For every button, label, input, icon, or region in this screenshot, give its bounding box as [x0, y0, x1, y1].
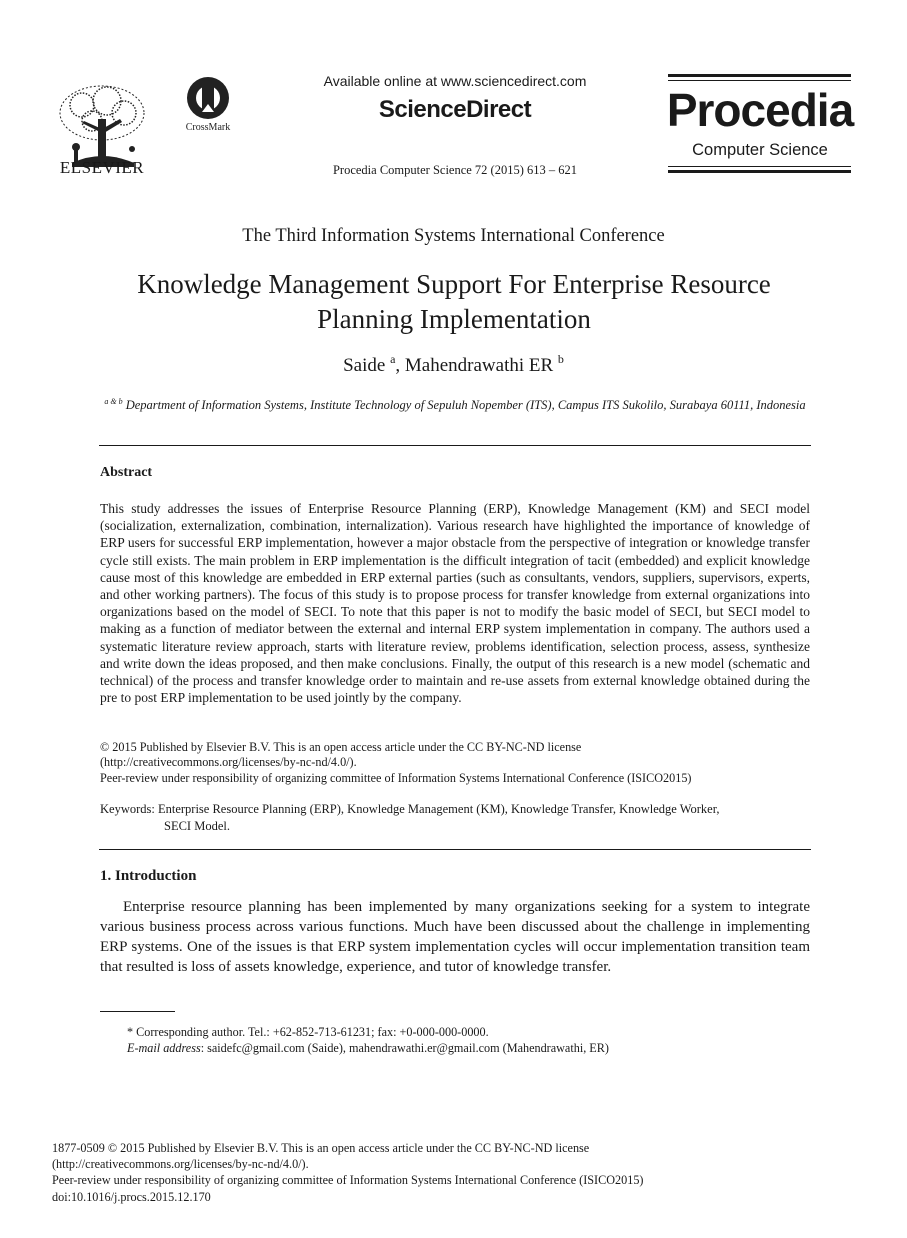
email-label: E-mail address [127, 1041, 201, 1055]
email-addresses[interactable]: : saidefc@gmail.com (Saide), mahendrawathi.er@gmail.com (Mahendrawathi, ER) [200, 1041, 609, 1055]
issn-copyright-line: 1877-0509 © 2015 Published by Elsevier B.V. This is an open access article under the CC BY-NC-ND license [52, 1141, 590, 1155]
keywords [100, 801, 810, 835]
copyright-notice [100, 740, 810, 786]
conference-name: The Third Information Systems International Conference [242, 226, 665, 246]
author-list [0, 352, 907, 377]
affiliation-mark: a & b [104, 397, 123, 406]
paper-title: Knowledge Management Support For Enterprise Resource Planning Implementation [137, 269, 771, 334]
procedia-logo: Procedia [666, 84, 854, 136]
procedia-rule [668, 166, 851, 167]
license-link[interactable]: (http://creativecommons.org/licenses/by-nc-nd/4.0/). [100, 755, 357, 770]
author-name: Saide [343, 355, 386, 376]
corresponding-author-note: * Corresponding author. Tel.: +62-852-713-61231; fax: +0-000-000-0000. [127, 1025, 489, 1039]
available-online-text[interactable]: Available online at www.sciencedirect.com [323, 73, 587, 89]
crossmark-icon[interactable] [180, 74, 236, 134]
abstract-heading: Abstract [100, 465, 153, 480]
footnote-rule [100, 1011, 175, 1012]
affiliation [100, 393, 810, 414]
section-heading: 1. Introduction [100, 868, 197, 884]
author-affil-mark: b [557, 352, 564, 366]
copyright-line: © 2015 Published by Elsevier B.V. This is an open access article under the CC BY-NC-ND license [100, 740, 582, 754]
peer-review-line: Peer-review under responsibility of organizing committee of Information Systems International Conference (ISICO2015) [100, 770, 692, 785]
author-name: Mahendrawathi ER [404, 355, 554, 376]
procedia-rule [668, 170, 851, 173]
procedia-rule [668, 80, 851, 81]
introduction-body: Enterprise resource planning has been implemented by many organizations seeking for a system to integrate various business process across various functions. Much have been discussed about the challenge in implementing ERP systems. One of the issues is that ERP system implementation cycles will occur implementation transition team that resulted is loss of assets knowledge, experience, and tutor of knowledge transfer. [100, 899, 810, 975]
section-divider [99, 849, 811, 850]
author-affil-mark: a [390, 352, 396, 366]
keywords-line: Keywords: Enterprise Resource Planning (ERP), Knowledge Management (KM), Knowledge Transfer, Knowledge Worker, [100, 802, 720, 816]
author-separator: , [395, 355, 405, 376]
peer-review-line: Peer-review under responsibility of organizing committee of Information Systems International Conference (ISICO2015) [52, 1173, 644, 1188]
affiliation-text: Department of Information Systems, Institute Technology of Sepuluh Nopember (ITS), Campus ITS Sukolilo, Surabaya 60111, Indonesia [125, 398, 806, 412]
license-link[interactable]: (http://creativecommons.org/licenses/by-nc-nd/4.0/). [52, 1157, 309, 1172]
procedia-rule [668, 74, 851, 77]
elsevier-label: ELSEVIER [59, 158, 145, 177]
keywords-line: SECI Model. [164, 819, 230, 833]
doi[interactable]: doi:10.1016/j.procs.2015.12.170 [52, 1189, 211, 1204]
section-divider [99, 445, 811, 446]
procedia-subtitle: Computer Science [692, 141, 828, 159]
journal-reference: Procedia Computer Science 72 (2015) 613 – 621 [332, 163, 578, 177]
abstract-body: This study addresses the issues of Enterprise Resource Planning (ERP), Knowledge Management (KM) and SECI model (socialization, externalization, combination, internalization). Various research have highlighted the importance of knowledge of ERP users for successful ERP implementation, however a major obstacle from the perspective of integration or knowledge transfer cycle still exists. The main problem in ERP implementation is the difficult integration of tacit (embedded) and explicit knowledge cause most of this knowledge are embedded in ERP external parties (such as consultants, vendors, suppliers, supervisors, experts, and other working partners). The focus of this study is to propose process for transfer knowledge from external organizations into organizations based on the model of SECI. To note that this paper is not to modify the basic model of SECI, but SECI model to making as a function of mediator between the external and internal ERP system implementation in company. The authors used a systematic literature review approach, starts with literature review, problems identification, selection process, assess, synthesize and write down the ideas proposed, and then make conclusions. Finally, the output of this research is a new model (schematic and technical) of the process and transfer knowledge order to maintain and re-use assets from external knowledge obtained during the pre to post ERP implementation to be used jointly by the company. [100, 501, 810, 706]
sciencedirect-logo: ScienceDirect [378, 96, 532, 123]
publication-footer [52, 1140, 772, 1205]
crossmark-label: CrossMark [185, 122, 231, 133]
email-note [127, 1041, 609, 1056]
